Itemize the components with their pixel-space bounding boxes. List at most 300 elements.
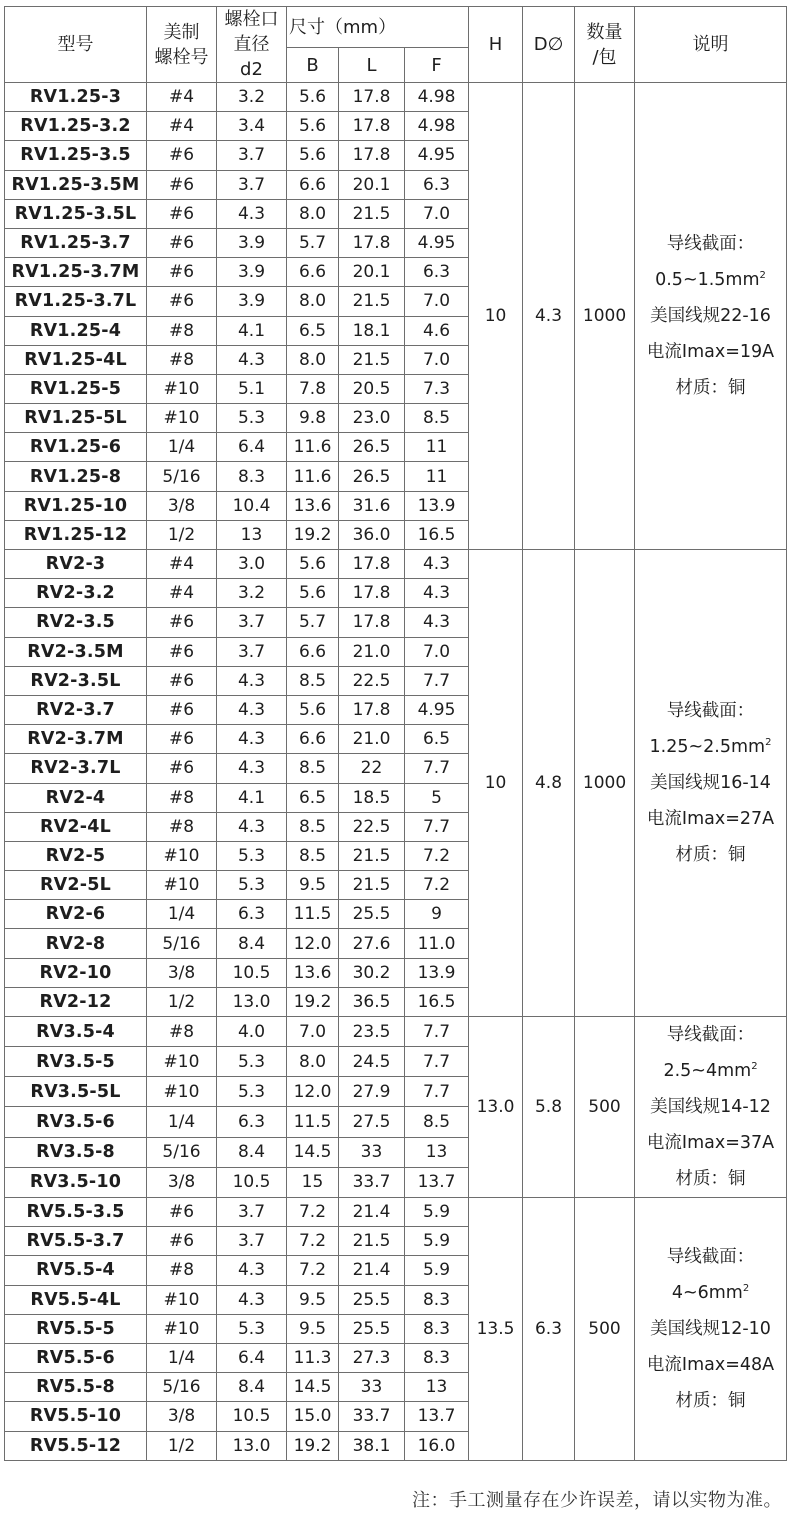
cell-description bbox=[635, 83, 787, 550]
cell-f: 4.95 bbox=[405, 228, 469, 257]
cell-f: 7.0 bbox=[405, 199, 469, 228]
cell-l: 21.5 bbox=[339, 871, 405, 900]
cell-l: 17.8 bbox=[339, 608, 405, 637]
cell-us-bolt: #8 bbox=[147, 812, 217, 841]
cell-f: 7.7 bbox=[405, 754, 469, 783]
cell-f: 13 bbox=[405, 1373, 469, 1402]
cell-b: 14.5 bbox=[287, 1137, 339, 1167]
cell-model: RV1.25-3.7L bbox=[5, 287, 147, 316]
cell-us-bolt: #10 bbox=[147, 1314, 217, 1343]
cell-f: 13 bbox=[405, 1137, 469, 1167]
cell-us-bolt: #6 bbox=[147, 228, 217, 257]
cell-model: RV1.25-5L bbox=[5, 404, 147, 433]
cell-quantity: 1000 bbox=[575, 83, 635, 550]
description-superscript: 2 bbox=[759, 270, 766, 281]
cell-model: RV2-3.5M bbox=[5, 637, 147, 666]
cell-description bbox=[635, 1017, 787, 1198]
cell-l: 33 bbox=[339, 1137, 405, 1167]
cell-f: 13.9 bbox=[405, 958, 469, 987]
cell-model: RV1.25-3.5 bbox=[5, 141, 147, 170]
cell-l: 17.8 bbox=[339, 83, 405, 112]
cell-model: RV2-3.7 bbox=[5, 695, 147, 724]
cell-l: 17.8 bbox=[339, 695, 405, 724]
cell-us-bolt: #4 bbox=[147, 550, 217, 579]
cell-f: 16.5 bbox=[405, 987, 469, 1016]
cell-l: 21.5 bbox=[339, 345, 405, 374]
cell-model: RV2-3.7L bbox=[5, 754, 147, 783]
header-description: 说明 bbox=[635, 7, 787, 83]
table-row bbox=[5, 1198, 787, 1227]
cell-model: RV2-3 bbox=[5, 550, 147, 579]
header-d: D∅ bbox=[523, 7, 575, 83]
cell-quantity: 500 bbox=[575, 1198, 635, 1461]
cell-bolt-diameter: 3.7 bbox=[217, 1198, 287, 1227]
cell-b: 9.5 bbox=[287, 1314, 339, 1343]
cell-model: RV2-4L bbox=[5, 812, 147, 841]
cell-f: 4.95 bbox=[405, 141, 469, 170]
cell-b: 19.2 bbox=[287, 520, 339, 549]
cell-bolt-diameter: 4.3 bbox=[217, 1285, 287, 1314]
cell-f: 11 bbox=[405, 433, 469, 462]
cell-f: 16.5 bbox=[405, 520, 469, 549]
cell-f: 7.7 bbox=[405, 1047, 469, 1077]
table-row bbox=[5, 550, 787, 579]
cell-f: 4.3 bbox=[405, 579, 469, 608]
cell-bolt-diameter: 4.1 bbox=[217, 316, 287, 345]
header-dimensions: 尺寸（mm） bbox=[287, 7, 469, 48]
cell-f: 7.0 bbox=[405, 287, 469, 316]
cell-quantity: 1000 bbox=[575, 550, 635, 1017]
cell-f: 7.3 bbox=[405, 374, 469, 403]
cell-f: 13.7 bbox=[405, 1167, 469, 1197]
cell-us-bolt: 1/2 bbox=[147, 520, 217, 549]
cell-d: 5.8 bbox=[523, 1017, 575, 1198]
cell-b: 6.5 bbox=[287, 783, 339, 812]
description-awg: 美国线规16-14 bbox=[650, 773, 771, 793]
description-superscript: 2 bbox=[765, 737, 772, 748]
cell-b: 11.5 bbox=[287, 900, 339, 929]
cell-b: 7.0 bbox=[287, 1017, 339, 1047]
cell-b: 15.0 bbox=[287, 1402, 339, 1431]
cell-us-bolt: #6 bbox=[147, 695, 217, 724]
terminal-spec-table bbox=[4, 6, 787, 1461]
cell-bolt-diameter: 5.3 bbox=[217, 1047, 287, 1077]
cell-us-bolt: #10 bbox=[147, 404, 217, 433]
cell-us-bolt: #8 bbox=[147, 316, 217, 345]
header-us-bolt: 美制 螺栓号 bbox=[147, 7, 217, 83]
cell-b: 8.5 bbox=[287, 666, 339, 695]
cell-b: 11.5 bbox=[287, 1107, 339, 1137]
cell-l: 22 bbox=[339, 754, 405, 783]
cell-l: 18.1 bbox=[339, 316, 405, 345]
cell-l: 21.5 bbox=[339, 287, 405, 316]
cell-f: 5.9 bbox=[405, 1198, 469, 1227]
cell-us-bolt: 3/8 bbox=[147, 491, 217, 520]
cell-f: 6.5 bbox=[405, 725, 469, 754]
description-label: 导线截面： bbox=[666, 1025, 755, 1045]
cell-model: RV3.5-6 bbox=[5, 1107, 147, 1137]
cell-f: 13.9 bbox=[405, 491, 469, 520]
cell-bolt-diameter: 4.3 bbox=[217, 695, 287, 724]
cell-bolt-diameter: 3.9 bbox=[217, 258, 287, 287]
cell-f: 13.7 bbox=[405, 1402, 469, 1431]
cell-b: 8.5 bbox=[287, 841, 339, 870]
description-cross-section: 0.5~1.5mm bbox=[655, 270, 760, 290]
cell-model: RV1.25-3.2 bbox=[5, 112, 147, 141]
cell-bolt-diameter: 4.3 bbox=[217, 812, 287, 841]
cell-f: 8.5 bbox=[405, 1107, 469, 1137]
cell-us-bolt: #6 bbox=[147, 258, 217, 287]
cell-bolt-diameter: 13 bbox=[217, 520, 287, 549]
cell-f: 4.98 bbox=[405, 83, 469, 112]
cell-us-bolt: #6 bbox=[147, 287, 217, 316]
cell-b: 9.5 bbox=[287, 871, 339, 900]
description-awg: 美国线规14-12 bbox=[650, 1097, 771, 1117]
cell-b: 5.6 bbox=[287, 112, 339, 141]
cell-b: 8.0 bbox=[287, 345, 339, 374]
cell-l: 24.5 bbox=[339, 1047, 405, 1077]
cell-b: 5.6 bbox=[287, 550, 339, 579]
cell-f: 7.0 bbox=[405, 345, 469, 374]
cell-b: 6.6 bbox=[287, 170, 339, 199]
cell-l: 21.0 bbox=[339, 637, 405, 666]
cell-b: 7.8 bbox=[287, 374, 339, 403]
cell-b: 9.5 bbox=[287, 1285, 339, 1314]
cell-model: RV5.5-3.5 bbox=[5, 1198, 147, 1227]
header-bolt-diameter: 螺栓口 直径 d2 bbox=[217, 7, 287, 83]
cell-model: RV2-8 bbox=[5, 929, 147, 958]
cell-model: RV1.25-3.7 bbox=[5, 228, 147, 257]
cell-l: 23.0 bbox=[339, 404, 405, 433]
cell-h: 10 bbox=[469, 83, 523, 550]
cell-model: RV2-5 bbox=[5, 841, 147, 870]
cell-us-bolt: 1/4 bbox=[147, 1107, 217, 1137]
cell-bolt-diameter: 10.5 bbox=[217, 1167, 287, 1197]
cell-l: 27.5 bbox=[339, 1107, 405, 1137]
cell-b: 6.6 bbox=[287, 637, 339, 666]
cell-model: RV2-4 bbox=[5, 783, 147, 812]
cell-model: RV2-5L bbox=[5, 871, 147, 900]
cell-l: 20.1 bbox=[339, 170, 405, 199]
cell-model: RV1.25-8 bbox=[5, 462, 147, 491]
cell-bolt-diameter: 5.3 bbox=[217, 1314, 287, 1343]
cell-l: 31.6 bbox=[339, 491, 405, 520]
cell-us-bolt: 1/2 bbox=[147, 1431, 217, 1460]
cell-us-bolt: #10 bbox=[147, 1285, 217, 1314]
cell-bolt-diameter: 13.0 bbox=[217, 1431, 287, 1460]
cell-model: RV1.25-5 bbox=[5, 374, 147, 403]
cell-l: 25.5 bbox=[339, 1314, 405, 1343]
cell-l: 26.5 bbox=[339, 433, 405, 462]
cell-us-bolt: #10 bbox=[147, 871, 217, 900]
cell-b: 8.0 bbox=[287, 1047, 339, 1077]
cell-b: 6.5 bbox=[287, 316, 339, 345]
cell-f: 6.3 bbox=[405, 258, 469, 287]
cell-f: 5.9 bbox=[405, 1227, 469, 1256]
cell-f: 7.7 bbox=[405, 666, 469, 695]
cell-b: 6.6 bbox=[287, 725, 339, 754]
description-current: 电流Imax=19A bbox=[646, 342, 775, 362]
cell-bolt-diameter: 3.2 bbox=[217, 83, 287, 112]
cell-model: RV1.25-4L bbox=[5, 345, 147, 374]
cell-us-bolt: #6 bbox=[147, 725, 217, 754]
cell-quantity: 500 bbox=[575, 1017, 635, 1198]
header-quantity: 数量 /包 bbox=[575, 7, 635, 83]
cell-us-bolt: #6 bbox=[147, 170, 217, 199]
cell-b: 5.6 bbox=[287, 695, 339, 724]
cell-f: 5.9 bbox=[405, 1256, 469, 1285]
cell-us-bolt: 3/8 bbox=[147, 1402, 217, 1431]
cell-b: 5.6 bbox=[287, 83, 339, 112]
cell-us-bolt: 5/16 bbox=[147, 462, 217, 491]
cell-l: 38.1 bbox=[339, 1431, 405, 1460]
cell-f: 8.3 bbox=[405, 1314, 469, 1343]
cell-b: 12.0 bbox=[287, 929, 339, 958]
cell-b: 5.6 bbox=[287, 579, 339, 608]
description-cross-section: 1.25~2.5mm bbox=[649, 737, 766, 757]
header-b: B bbox=[287, 48, 339, 83]
cell-bolt-diameter: 10.5 bbox=[217, 958, 287, 987]
cell-bolt-diameter: 4.1 bbox=[217, 783, 287, 812]
cell-b: 12.0 bbox=[287, 1077, 339, 1107]
description-current: 电流Imax=48A bbox=[646, 1354, 775, 1375]
cell-b: 13.6 bbox=[287, 958, 339, 987]
cell-f: 6.3 bbox=[405, 170, 469, 199]
cell-l: 17.8 bbox=[339, 141, 405, 170]
cell-bolt-diameter: 3.9 bbox=[217, 228, 287, 257]
cell-f: 16.0 bbox=[405, 1431, 469, 1460]
cell-f: 8.3 bbox=[405, 1343, 469, 1372]
cell-l: 33.7 bbox=[339, 1402, 405, 1431]
cell-bolt-diameter: 3.0 bbox=[217, 550, 287, 579]
cell-us-bolt: #10 bbox=[147, 374, 217, 403]
description-superscript: 2 bbox=[742, 1282, 750, 1294]
cell-f: 5 bbox=[405, 783, 469, 812]
cell-bolt-diameter: 8.3 bbox=[217, 462, 287, 491]
cell-f: 7.0 bbox=[405, 637, 469, 666]
cell-us-bolt: #8 bbox=[147, 345, 217, 374]
cell-b: 11.3 bbox=[287, 1343, 339, 1372]
cell-us-bolt: 1/2 bbox=[147, 987, 217, 1016]
cell-model: RV3.5-4 bbox=[5, 1017, 147, 1047]
cell-b: 5.7 bbox=[287, 228, 339, 257]
cell-bolt-diameter: 4.0 bbox=[217, 1017, 287, 1047]
cell-bolt-diameter: 8.4 bbox=[217, 929, 287, 958]
cell-b: 9.8 bbox=[287, 404, 339, 433]
cell-us-bolt: 5/16 bbox=[147, 1137, 217, 1167]
description-current: 电流Imax=27A bbox=[646, 809, 775, 829]
cell-model: RV5.5-4L bbox=[5, 1285, 147, 1314]
cell-f: 4.6 bbox=[405, 316, 469, 345]
cell-l: 20.5 bbox=[339, 374, 405, 403]
description-label: 导线截面： bbox=[666, 234, 755, 254]
cell-f: 4.95 bbox=[405, 695, 469, 724]
cell-us-bolt: 3/8 bbox=[147, 958, 217, 987]
cell-bolt-diameter: 10.4 bbox=[217, 491, 287, 520]
cell-l: 17.8 bbox=[339, 228, 405, 257]
cell-description bbox=[635, 550, 787, 1017]
cell-bolt-diameter: 3.9 bbox=[217, 287, 287, 316]
cell-bolt-diameter: 10.5 bbox=[217, 1402, 287, 1431]
cell-bolt-diameter: 5.3 bbox=[217, 871, 287, 900]
cell-l: 25.5 bbox=[339, 1285, 405, 1314]
cell-b: 11.6 bbox=[287, 462, 339, 491]
cell-l: 22.5 bbox=[339, 812, 405, 841]
cell-bolt-diameter: 5.3 bbox=[217, 841, 287, 870]
cell-bolt-diameter: 8.4 bbox=[217, 1137, 287, 1167]
cell-bolt-diameter: 3.7 bbox=[217, 141, 287, 170]
cell-model: RV5.5-12 bbox=[5, 1431, 147, 1460]
cell-model: RV2-10 bbox=[5, 958, 147, 987]
table-row bbox=[5, 1017, 787, 1047]
cell-model: RV1.25-4 bbox=[5, 316, 147, 345]
cell-model: RV2-12 bbox=[5, 987, 147, 1016]
cell-f: 7.7 bbox=[405, 1017, 469, 1047]
cell-l: 18.5 bbox=[339, 783, 405, 812]
header-f: F bbox=[405, 48, 469, 83]
cell-us-bolt: #6 bbox=[147, 608, 217, 637]
cell-f: 4.3 bbox=[405, 608, 469, 637]
description-material: 材质：铜 bbox=[675, 1390, 746, 1411]
cell-l: 21.5 bbox=[339, 1227, 405, 1256]
cell-us-bolt: 3/8 bbox=[147, 1167, 217, 1197]
cell-b: 8.0 bbox=[287, 199, 339, 228]
cell-model: RV1.25-6 bbox=[5, 433, 147, 462]
cell-bolt-diameter: 6.4 bbox=[217, 1343, 287, 1372]
cell-l: 21.5 bbox=[339, 199, 405, 228]
cell-l: 21.0 bbox=[339, 725, 405, 754]
cell-model: RV2-3.5L bbox=[5, 666, 147, 695]
cell-us-bolt: #6 bbox=[147, 666, 217, 695]
cell-b: 7.2 bbox=[287, 1256, 339, 1285]
cell-us-bolt: 1/4 bbox=[147, 900, 217, 929]
cell-b: 14.5 bbox=[287, 1373, 339, 1402]
cell-us-bolt: #10 bbox=[147, 841, 217, 870]
cell-f: 7.2 bbox=[405, 841, 469, 870]
cell-description bbox=[635, 1198, 787, 1461]
cell-b: 6.6 bbox=[287, 258, 339, 287]
cell-us-bolt: #6 bbox=[147, 141, 217, 170]
footnote: 注：手工测量存在少许误差，请以实物为准。 bbox=[412, 1490, 782, 1511]
cell-f: 4.98 bbox=[405, 112, 469, 141]
cell-f: 9 bbox=[405, 900, 469, 929]
cell-l: 21.4 bbox=[339, 1198, 405, 1227]
cell-bolt-diameter: 6.3 bbox=[217, 900, 287, 929]
cell-model: RV2-3.5 bbox=[5, 608, 147, 637]
cell-bolt-diameter: 6.3 bbox=[217, 1107, 287, 1137]
cell-model: RV1.25-12 bbox=[5, 520, 147, 549]
cell-l: 27.6 bbox=[339, 929, 405, 958]
cell-l: 21.5 bbox=[339, 841, 405, 870]
cell-l: 26.5 bbox=[339, 462, 405, 491]
cell-model: RV2-3.7M bbox=[5, 725, 147, 754]
cell-l: 17.8 bbox=[339, 579, 405, 608]
cell-l: 25.5 bbox=[339, 900, 405, 929]
cell-us-bolt: #6 bbox=[147, 199, 217, 228]
cell-us-bolt: #10 bbox=[147, 1077, 217, 1107]
cell-model: RV1.25-3 bbox=[5, 83, 147, 112]
description-cross-section: 2.5~4mm bbox=[663, 1061, 752, 1081]
cell-us-bolt: 5/16 bbox=[147, 1373, 217, 1402]
cell-d: 6.3 bbox=[523, 1198, 575, 1461]
cell-model: RV2-6 bbox=[5, 900, 147, 929]
cell-bolt-diameter: 8.4 bbox=[217, 1373, 287, 1402]
cell-b: 19.2 bbox=[287, 1431, 339, 1460]
cell-f: 11.0 bbox=[405, 929, 469, 958]
cell-us-bolt: 1/4 bbox=[147, 1343, 217, 1372]
description-awg: 美国线规22-16 bbox=[650, 306, 771, 326]
description-label: 导线截面： bbox=[666, 1246, 755, 1267]
cell-b: 8.0 bbox=[287, 287, 339, 316]
cell-b: 5.7 bbox=[287, 608, 339, 637]
cell-bolt-diameter: 5.1 bbox=[217, 374, 287, 403]
cell-l: 20.1 bbox=[339, 258, 405, 287]
cell-us-bolt: #4 bbox=[147, 83, 217, 112]
cell-l: 36.5 bbox=[339, 987, 405, 1016]
cell-model: RV5.5-5 bbox=[5, 1314, 147, 1343]
cell-f: 7.7 bbox=[405, 1077, 469, 1107]
cell-us-bolt: #8 bbox=[147, 1017, 217, 1047]
cell-bolt-diameter: 13.0 bbox=[217, 987, 287, 1016]
description-material: 材质：铜 bbox=[675, 845, 746, 865]
cell-b: 8.5 bbox=[287, 754, 339, 783]
cell-l: 23.5 bbox=[339, 1017, 405, 1047]
cell-bolt-diameter: 3.7 bbox=[217, 170, 287, 199]
cell-l: 17.8 bbox=[339, 550, 405, 579]
cell-us-bolt: 5/16 bbox=[147, 929, 217, 958]
cell-l: 27.9 bbox=[339, 1077, 405, 1107]
cell-us-bolt: #8 bbox=[147, 783, 217, 812]
cell-bolt-diameter: 3.7 bbox=[217, 1227, 287, 1256]
cell-f: 11 bbox=[405, 462, 469, 491]
cell-b: 7.2 bbox=[287, 1227, 339, 1256]
table-body bbox=[5, 83, 787, 1461]
cell-l: 33.7 bbox=[339, 1167, 405, 1197]
header-h: H bbox=[469, 7, 523, 83]
cell-b: 15 bbox=[287, 1167, 339, 1197]
cell-h: 13.0 bbox=[469, 1017, 523, 1198]
description-superscript: 2 bbox=[751, 1061, 758, 1072]
cell-bolt-diameter: 4.3 bbox=[217, 725, 287, 754]
cell-l: 36.0 bbox=[339, 520, 405, 549]
cell-us-bolt: #10 bbox=[147, 1047, 217, 1077]
cell-h: 13.5 bbox=[469, 1198, 523, 1461]
cell-b: 19.2 bbox=[287, 987, 339, 1016]
cell-f: 8.5 bbox=[405, 404, 469, 433]
cell-model: RV1.25-3.7M bbox=[5, 258, 147, 287]
cell-f: 4.3 bbox=[405, 550, 469, 579]
cell-bolt-diameter: 4.3 bbox=[217, 666, 287, 695]
cell-model: RV3.5-8 bbox=[5, 1137, 147, 1167]
cell-model: RV3.5-5L bbox=[5, 1077, 147, 1107]
cell-b: 8.5 bbox=[287, 812, 339, 841]
cell-bolt-diameter: 5.3 bbox=[217, 1077, 287, 1107]
cell-l: 21.4 bbox=[339, 1256, 405, 1285]
cell-model: RV3.5-5 bbox=[5, 1047, 147, 1077]
cell-model: RV5.5-8 bbox=[5, 1373, 147, 1402]
cell-b: 7.2 bbox=[287, 1198, 339, 1227]
cell-l: 30.2 bbox=[339, 958, 405, 987]
cell-l: 27.3 bbox=[339, 1343, 405, 1372]
description-cross-section: 4~6mm bbox=[671, 1282, 743, 1303]
cell-f: 7.7 bbox=[405, 812, 469, 841]
cell-bolt-diameter: 3.4 bbox=[217, 112, 287, 141]
cell-model: RV1.25-3.5L bbox=[5, 199, 147, 228]
cell-bolt-diameter: 6.4 bbox=[217, 433, 287, 462]
cell-model: RV5.5-3.7 bbox=[5, 1227, 147, 1256]
cell-d: 4.8 bbox=[523, 550, 575, 1017]
cell-model: RV2-3.2 bbox=[5, 579, 147, 608]
